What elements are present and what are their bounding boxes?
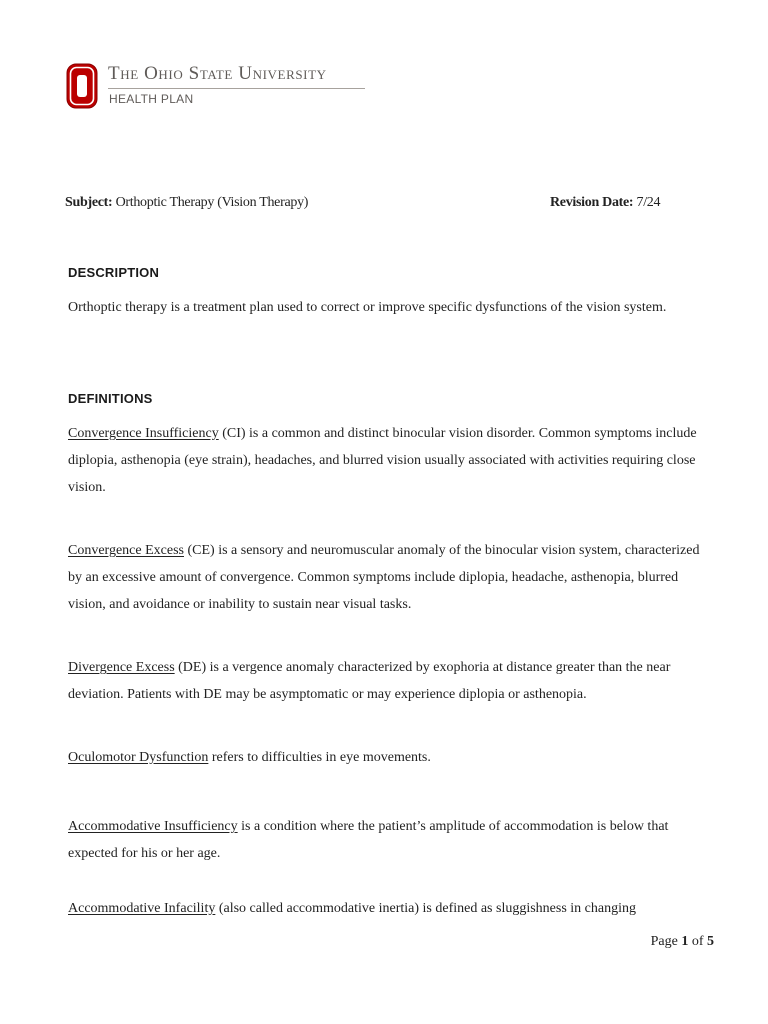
definition-text: is a condition where the patient’s amplitude of accommodation is below that expected for his or her age. xyxy=(68,819,669,861)
definition-item xyxy=(68,813,708,867)
of-word: of xyxy=(691,934,704,949)
definition-text: (CE) is a sensory and neuromuscular anomaly of the binocular vision system, characterized by an excessive amount of convergence. Common symptoms include diplopia, headache, asthenopia, blurred vision, and avoidance or inability to sustain near visual tasks. xyxy=(68,543,700,612)
definition-item xyxy=(68,895,708,922)
logo-divider xyxy=(108,88,365,89)
definition-item xyxy=(68,744,708,771)
description-heading: DESCRIPTION xyxy=(68,265,160,280)
university-name: The Ohio State University xyxy=(108,63,327,84)
total-pages: 5 xyxy=(707,934,714,949)
subject-label: Subject: xyxy=(65,195,113,210)
health-plan-label: HEALTH PLAN xyxy=(109,92,194,106)
revision-label: Revision Date: xyxy=(550,195,634,210)
definition-item xyxy=(68,654,708,708)
definition-term: Divergence Excess xyxy=(68,660,175,675)
university-logo xyxy=(66,63,366,113)
revision-value: 7/24 xyxy=(636,195,661,210)
definition-term: Oculomotor Dysfunction xyxy=(68,750,209,765)
definitions-heading: DEFINITIONS xyxy=(68,391,153,406)
page-number xyxy=(651,934,714,950)
current-page: 1 xyxy=(681,934,689,949)
definition-text: (also called accommodative inertia) is defined as sluggishness in changing xyxy=(215,901,636,916)
subject-value: Orthoptic Therapy (Vision Therapy) xyxy=(115,195,309,210)
definition-term: Accommodative Insufficiency xyxy=(68,819,238,834)
definition-text: (DE) is a vergence anomaly characterized by exophoria at distance greater than the near deviation. Patients with DE may be asymptomatic or may experience diplopia or asthenopia. xyxy=(68,660,671,702)
block-o-logo-icon xyxy=(66,63,98,109)
definition-item xyxy=(68,420,708,501)
definition-term: Accommodative Infacility xyxy=(68,901,216,916)
revision-field xyxy=(550,195,660,211)
definition-text: refers to difficulties in eye movements. xyxy=(208,750,431,765)
definition-item xyxy=(68,537,708,618)
page-word: Page xyxy=(650,934,678,949)
subject-field xyxy=(65,195,308,211)
definition-term: Convergence Insufficiency xyxy=(68,426,219,441)
definition-text: (CI) is a common and distinct binocular vision disorder. Common symptoms include diplopia, asthenopia (eye strain), headaches, and blurred vision usually associated with activities requiring close vision. xyxy=(68,426,697,495)
description-text: Orthoptic therapy is a treatment plan used to correct or improve specific dysfunctions of the vision system. xyxy=(68,300,667,315)
definition-term: Convergence Excess xyxy=(68,543,184,558)
